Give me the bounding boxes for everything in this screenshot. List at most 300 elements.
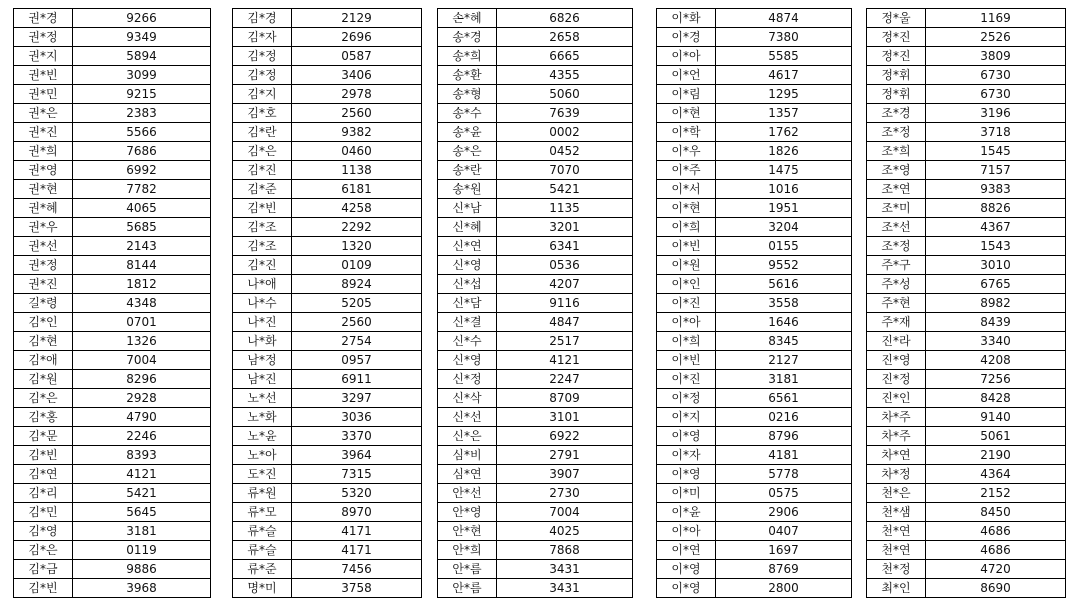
- code-cell: 4348: [73, 294, 211, 313]
- table-row: [233, 351, 422, 370]
- masked-name-cell: 이*영: [657, 465, 716, 484]
- name-code-table-1: [13, 8, 211, 598]
- code-cell: 7868: [497, 541, 633, 560]
- code-cell: 0957: [292, 351, 422, 370]
- masked-name-cell: 진*정: [867, 370, 926, 389]
- table-row: [657, 313, 852, 332]
- table-row: [233, 465, 422, 484]
- masked-name-cell: 신*영: [438, 351, 497, 370]
- table-row: [867, 142, 1066, 161]
- table-row: [867, 351, 1066, 370]
- masked-name-cell: 송*란: [438, 161, 497, 180]
- table-row: [14, 161, 211, 180]
- masked-name-cell: 이*빈: [657, 237, 716, 256]
- table-row: [233, 389, 422, 408]
- masked-name-cell: 나*화: [233, 332, 292, 351]
- table-row: [14, 408, 211, 427]
- masked-name-cell: 김*은: [233, 142, 292, 161]
- masked-name-cell: 노*아: [233, 446, 292, 465]
- table-row: [438, 9, 633, 28]
- code-cell: 2560: [292, 104, 422, 123]
- masked-name-cell: 안*선: [438, 484, 497, 503]
- name-code-table-3: [437, 8, 633, 598]
- masked-name-cell: 이*빈: [657, 351, 716, 370]
- table-row: [438, 294, 633, 313]
- name-code-table-4: [656, 8, 852, 598]
- table-row: [657, 465, 852, 484]
- masked-name-cell: 이*희: [657, 332, 716, 351]
- masked-name-cell: 김*지: [233, 85, 292, 104]
- masked-name-cell: 노*화: [233, 408, 292, 427]
- table-row: [867, 408, 1066, 427]
- table-row: [233, 427, 422, 446]
- table-row: [438, 180, 633, 199]
- table-row: [233, 123, 422, 142]
- masked-name-cell: 정*휘: [867, 85, 926, 104]
- masked-name-cell: 신*남: [438, 199, 497, 218]
- masked-name-cell: 노*윤: [233, 427, 292, 446]
- table-row: [438, 237, 633, 256]
- masked-name-cell: 김*정: [233, 66, 292, 85]
- code-cell: 5616: [716, 275, 852, 294]
- table-row: [867, 123, 1066, 142]
- masked-name-cell: 안*름: [438, 560, 497, 579]
- code-cell: 1357: [716, 104, 852, 123]
- table-row: [438, 85, 633, 104]
- code-cell: 8982: [926, 294, 1066, 313]
- masked-name-cell: 송*은: [438, 142, 497, 161]
- code-cell: 3968: [73, 579, 211, 598]
- table-row: [438, 503, 633, 522]
- masked-name-cell: 김*금: [14, 560, 73, 579]
- code-cell: 3181: [73, 522, 211, 541]
- masked-name-cell: 이*미: [657, 484, 716, 503]
- table-row: [657, 522, 852, 541]
- masked-name-cell: 진*인: [867, 389, 926, 408]
- masked-name-cell: 차*정: [867, 465, 926, 484]
- table-row: [657, 484, 852, 503]
- masked-name-cell: 안*영: [438, 503, 497, 522]
- code-cell: 1762: [716, 123, 852, 142]
- table-row: [657, 503, 852, 522]
- code-cell: 5778: [716, 465, 852, 484]
- masked-name-cell: 나*수: [233, 294, 292, 313]
- masked-name-cell: 권*영: [14, 161, 73, 180]
- code-cell: 1475: [716, 161, 852, 180]
- table-row: [867, 275, 1066, 294]
- table-row: [233, 484, 422, 503]
- table-row: [14, 9, 211, 28]
- masked-name-cell: 김*영: [14, 522, 73, 541]
- table-row: [657, 560, 852, 579]
- masked-name-cell: 권*선: [14, 237, 73, 256]
- code-cell: 7315: [292, 465, 422, 484]
- table-row: [438, 313, 633, 332]
- code-cell: 3431: [497, 579, 633, 598]
- masked-name-cell: 권*은: [14, 104, 73, 123]
- code-cell: 1543: [926, 237, 1066, 256]
- masked-name-cell: 이*영: [657, 560, 716, 579]
- code-cell: 4874: [716, 9, 852, 28]
- code-cell: 9140: [926, 408, 1066, 427]
- masked-name-cell: 권*정: [14, 256, 73, 275]
- masked-name-cell: 김*조: [233, 237, 292, 256]
- masked-name-cell: 조*영: [867, 161, 926, 180]
- masked-name-cell: 안*름: [438, 579, 497, 598]
- table-row: [14, 218, 211, 237]
- code-cell: 8924: [292, 275, 422, 294]
- code-cell: 3181: [716, 370, 852, 389]
- code-cell: 7639: [497, 104, 633, 123]
- table-row: [657, 218, 852, 237]
- masked-name-cell: 이*아: [657, 47, 716, 66]
- masked-name-cell: 김*은: [14, 541, 73, 560]
- masked-name-cell: 권*진: [14, 123, 73, 142]
- table-row: [657, 579, 852, 598]
- code-cell: 1135: [497, 199, 633, 218]
- table-row: [14, 503, 211, 522]
- code-cell: 5205: [292, 294, 422, 313]
- code-cell: 2560: [292, 313, 422, 332]
- code-cell: 3907: [497, 465, 633, 484]
- table-row: [867, 180, 1066, 199]
- code-cell: 6730: [926, 66, 1066, 85]
- table-row: [438, 161, 633, 180]
- table-row: [657, 370, 852, 389]
- code-cell: 3558: [716, 294, 852, 313]
- code-cell: 1016: [716, 180, 852, 199]
- masked-name-cell: 신*연: [438, 237, 497, 256]
- table-row: [867, 47, 1066, 66]
- masked-name-cell: 이*아: [657, 522, 716, 541]
- table-row: [867, 332, 1066, 351]
- table-row: [233, 237, 422, 256]
- code-cell: 3809: [926, 47, 1066, 66]
- masked-name-cell: 김*리: [14, 484, 73, 503]
- table-row: [14, 446, 211, 465]
- table-row: [14, 28, 211, 47]
- table-row: [438, 351, 633, 370]
- masked-name-cell: 심*비: [438, 446, 497, 465]
- table-row: [14, 237, 211, 256]
- masked-name-cell: 이*림: [657, 85, 716, 104]
- code-cell: 6341: [497, 237, 633, 256]
- code-cell: 0536: [497, 256, 633, 275]
- code-cell: 2791: [497, 446, 633, 465]
- masked-name-cell: 주*구: [867, 256, 926, 275]
- code-cell: 1295: [716, 85, 852, 104]
- code-cell: 9266: [73, 9, 211, 28]
- masked-name-cell: 김*원: [14, 370, 73, 389]
- masked-name-cell: 손*혜: [438, 9, 497, 28]
- code-cell: 8769: [716, 560, 852, 579]
- masked-name-cell: 천*연: [867, 522, 926, 541]
- table-row: [233, 446, 422, 465]
- table-row: [867, 85, 1066, 104]
- code-cell: 6765: [926, 275, 1066, 294]
- code-cell: 7456: [292, 560, 422, 579]
- table-row: [438, 389, 633, 408]
- code-cell: 2800: [716, 579, 852, 598]
- masked-name-cell: 김*은: [14, 389, 73, 408]
- masked-name-cell: 권*정: [14, 28, 73, 47]
- code-cell: 7004: [497, 503, 633, 522]
- table-row: [14, 541, 211, 560]
- table-row: [867, 465, 1066, 484]
- masked-name-cell: 안*희: [438, 541, 497, 560]
- code-cell: 4686: [926, 522, 1066, 541]
- table-row: [14, 465, 211, 484]
- table-row: [438, 275, 633, 294]
- masked-name-cell: 이*화: [657, 9, 716, 28]
- masked-name-cell: 차*주: [867, 427, 926, 446]
- table-row: [438, 256, 633, 275]
- table-row: [867, 541, 1066, 560]
- code-cell: 0216: [716, 408, 852, 427]
- masked-name-cell: 신*결: [438, 313, 497, 332]
- table-row: [14, 123, 211, 142]
- code-cell: 7782: [73, 180, 211, 199]
- masked-name-cell: 권*진: [14, 275, 73, 294]
- table-row: [14, 275, 211, 294]
- masked-name-cell: 송*윤: [438, 123, 497, 142]
- masked-name-cell: 류*원: [233, 484, 292, 503]
- code-cell: 8296: [73, 370, 211, 389]
- code-cell: 8439: [926, 313, 1066, 332]
- code-cell: 4121: [73, 465, 211, 484]
- code-cell: 9116: [497, 294, 633, 313]
- table-row: [867, 427, 1066, 446]
- masked-name-cell: 신*수: [438, 332, 497, 351]
- masked-name-cell: 류*슬: [233, 522, 292, 541]
- code-cell: 0575: [716, 484, 852, 503]
- code-cell: 1697: [716, 541, 852, 560]
- code-cell: 2906: [716, 503, 852, 522]
- name-code-table-2: [232, 8, 422, 598]
- table-row: [867, 237, 1066, 256]
- code-cell: 0119: [73, 541, 211, 560]
- masked-name-cell: 남*정: [233, 351, 292, 370]
- table-row: [14, 180, 211, 199]
- table-row: [14, 351, 211, 370]
- masked-name-cell: 김*호: [233, 104, 292, 123]
- masked-name-cell: 이*윤: [657, 503, 716, 522]
- table-row: [657, 104, 852, 123]
- name-code-table-5: [866, 8, 1066, 598]
- code-cell: 4355: [497, 66, 633, 85]
- masked-name-cell: 길*령: [14, 294, 73, 313]
- table-row: [14, 199, 211, 218]
- code-cell: 3204: [716, 218, 852, 237]
- table-row: [233, 180, 422, 199]
- table-row: [233, 256, 422, 275]
- masked-name-cell: 주*재: [867, 313, 926, 332]
- masked-name-cell: 권*우: [14, 218, 73, 237]
- masked-name-cell: 김*정: [233, 47, 292, 66]
- table-row: [233, 142, 422, 161]
- code-cell: 3431: [497, 560, 633, 579]
- masked-name-cell: 이*아: [657, 313, 716, 332]
- masked-name-cell: 차*주: [867, 408, 926, 427]
- code-cell: 9349: [73, 28, 211, 47]
- table-row: [233, 541, 422, 560]
- code-cell: 8709: [497, 389, 633, 408]
- code-cell: 4617: [716, 66, 852, 85]
- table-row: [14, 332, 211, 351]
- masked-name-cell: 조*연: [867, 180, 926, 199]
- table-row: [438, 408, 633, 427]
- code-cell: 4065: [73, 199, 211, 218]
- code-cell: 4790: [73, 408, 211, 427]
- masked-name-cell: 정*진: [867, 28, 926, 47]
- masked-name-cell: 이*학: [657, 123, 716, 142]
- table-row: [867, 522, 1066, 541]
- masked-name-cell: 이*진: [657, 370, 716, 389]
- code-cell: 2190: [926, 446, 1066, 465]
- code-cell: 2246: [73, 427, 211, 446]
- table-row: [233, 28, 422, 47]
- code-cell: 1320: [292, 237, 422, 256]
- masked-name-cell: 권*희: [14, 142, 73, 161]
- code-cell: 2143: [73, 237, 211, 256]
- table-row: [14, 579, 211, 598]
- code-cell: 8345: [716, 332, 852, 351]
- table-row: [438, 142, 633, 161]
- table-row: [438, 199, 633, 218]
- table-row: [233, 104, 422, 123]
- code-cell: 4181: [716, 446, 852, 465]
- code-cell: 4171: [292, 541, 422, 560]
- masked-name-cell: 도*진: [233, 465, 292, 484]
- masked-name-cell: 김*진: [233, 256, 292, 275]
- masked-name-cell: 남*진: [233, 370, 292, 389]
- masked-name-cell: 김*빈: [14, 579, 73, 598]
- code-cell: 0155: [716, 237, 852, 256]
- code-cell: 2247: [497, 370, 633, 389]
- masked-name-cell: 진*라: [867, 332, 926, 351]
- code-cell: 6665: [497, 47, 633, 66]
- code-cell: 4121: [497, 351, 633, 370]
- table-row: [14, 256, 211, 275]
- code-cell: 7380: [716, 28, 852, 47]
- table-row: [233, 275, 422, 294]
- masked-name-cell: 신*담: [438, 294, 497, 313]
- code-cell: 4367: [926, 218, 1066, 237]
- masked-name-cell: 김*애: [14, 351, 73, 370]
- code-cell: 2754: [292, 332, 422, 351]
- table-row: [657, 123, 852, 142]
- table-row: [867, 579, 1066, 598]
- code-cell: 4720: [926, 560, 1066, 579]
- table-row: [657, 180, 852, 199]
- code-cell: 7686: [73, 142, 211, 161]
- table-row: [438, 104, 633, 123]
- code-cell: 6922: [497, 427, 633, 446]
- table-row: [657, 47, 852, 66]
- masked-name-cell: 정*울: [867, 9, 926, 28]
- masked-name-cell: 이*영: [657, 579, 716, 598]
- masked-name-cell: 송*원: [438, 180, 497, 199]
- masked-name-cell: 이*우: [657, 142, 716, 161]
- masked-name-cell: 나*애: [233, 275, 292, 294]
- table-row: [867, 28, 1066, 47]
- code-cell: 3370: [292, 427, 422, 446]
- masked-name-cell: 김*진: [233, 161, 292, 180]
- masked-name-cell: 김*문: [14, 427, 73, 446]
- table-row: [14, 104, 211, 123]
- code-cell: 0002: [497, 123, 633, 142]
- code-cell: 3101: [497, 408, 633, 427]
- masked-name-cell: 권*빈: [14, 66, 73, 85]
- code-cell: 8970: [292, 503, 422, 522]
- masked-name-cell: 김*빈: [233, 199, 292, 218]
- table-row: [14, 522, 211, 541]
- code-cell: 0407: [716, 522, 852, 541]
- masked-name-cell: 송*경: [438, 28, 497, 47]
- code-cell: 0460: [292, 142, 422, 161]
- code-cell: 3758: [292, 579, 422, 598]
- code-cell: 5585: [716, 47, 852, 66]
- table-row: [438, 66, 633, 85]
- masked-name-cell: 이*지: [657, 408, 716, 427]
- masked-name-cell: 이*자: [657, 446, 716, 465]
- code-cell: 4686: [926, 541, 1066, 560]
- code-cell: 8428: [926, 389, 1066, 408]
- masked-name-cell: 김*홍: [14, 408, 73, 427]
- table-row: [14, 389, 211, 408]
- masked-name-cell: 조*선: [867, 218, 926, 237]
- code-cell: 8690: [926, 579, 1066, 598]
- masked-name-cell: 김*자: [233, 28, 292, 47]
- masked-name-cell: 정*휘: [867, 66, 926, 85]
- code-cell: 3099: [73, 66, 211, 85]
- masked-name-cell: 신*섭: [438, 275, 497, 294]
- table-row: [438, 446, 633, 465]
- code-cell: 5894: [73, 47, 211, 66]
- table-row: [14, 66, 211, 85]
- code-cell: 4207: [497, 275, 633, 294]
- code-cell: 4025: [497, 522, 633, 541]
- table-row: [657, 408, 852, 427]
- code-cell: 3718: [926, 123, 1066, 142]
- table-row: [867, 370, 1066, 389]
- table-row: [657, 142, 852, 161]
- code-cell: 2526: [926, 28, 1066, 47]
- table-row: [233, 294, 422, 313]
- code-cell: 2517: [497, 332, 633, 351]
- table-row: [657, 541, 852, 560]
- table-row: [867, 199, 1066, 218]
- table-row: [233, 47, 422, 66]
- code-cell: 1545: [926, 142, 1066, 161]
- masked-name-cell: 이*주: [657, 161, 716, 180]
- masked-name-cell: 이*영: [657, 427, 716, 446]
- masked-name-cell: 조*희: [867, 142, 926, 161]
- masked-name-cell: 이*진: [657, 294, 716, 313]
- masked-name-cell: 류*슬: [233, 541, 292, 560]
- masked-name-cell: 정*진: [867, 47, 926, 66]
- code-cell: 5645: [73, 503, 211, 522]
- table-row: [233, 9, 422, 28]
- table-row: [867, 218, 1066, 237]
- code-cell: 2152: [926, 484, 1066, 503]
- masked-name-cell: 신*영: [438, 256, 497, 275]
- code-cell: 2978: [292, 85, 422, 104]
- code-cell: 1951: [716, 199, 852, 218]
- table-row: [438, 123, 633, 142]
- masked-name-cell: 조*경: [867, 104, 926, 123]
- masked-name-cell: 최*인: [867, 579, 926, 598]
